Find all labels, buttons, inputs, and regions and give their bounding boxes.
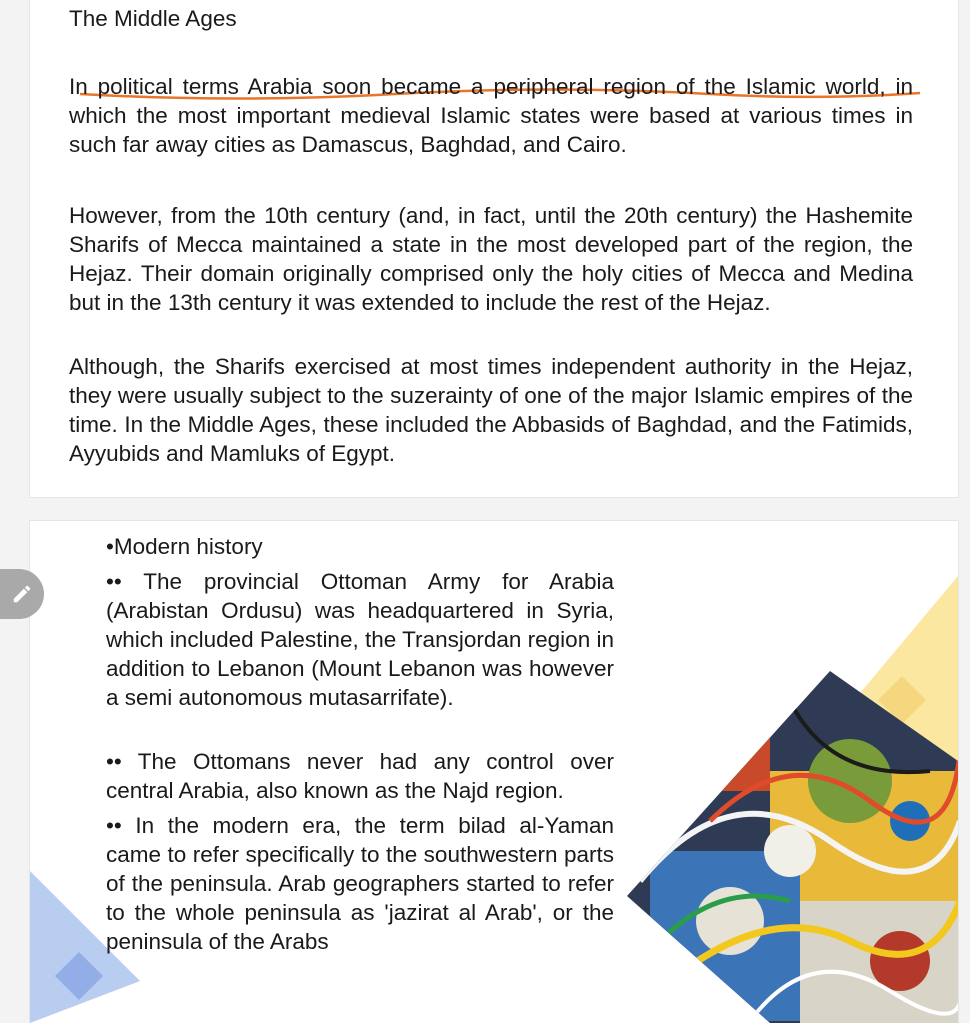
paragraph-1: In political terms Arabia soon became a peripheral region of the Islamic world, in which the most important medieval Islamic states were based at various times in such far away cities as Damascus, Baghdad, and Cairo. xyxy=(69,74,913,157)
slide-modern-history xyxy=(30,521,958,1023)
pencil-icon xyxy=(11,583,33,605)
section-heading: •Modern history xyxy=(106,534,263,559)
bullet-2: •• The Ottomans never had any control over central Arabia, also known as the Najd region. xyxy=(106,749,614,803)
slide-middle-ages xyxy=(30,0,958,497)
paragraph-3: Although, the Sharifs exercised at most times independent authority in the Hejaz, they were usually subject to the suzerainty of one of the major Islamic empires of the time. In the Middle Ages, these included the Abbasids of Baghdad, and the Fatimids, Ayyubids and Mamluks of Egypt. xyxy=(69,354,913,466)
bullet-3: •• In the modern era, the term bilad al-Yaman came to refer specifically to the southwestern parts of the peninsula. Arab geographers started to refer to the whole peninsula as 'jazirat al Arab', or the peninsula of the Arabs xyxy=(106,813,614,954)
slide-title: The Middle Ages xyxy=(69,6,237,31)
paragraph-2: However, from the 10th century (and, in fact, until the 20th century) the Hashemite Sharifs of Mecca maintained a state in the most developed part of the region, the Hejaz. Their domain originally comprised only the holy cities of Mecca and Medina but in the 13th century it was extended to include the rest of the Hejaz. xyxy=(69,203,913,315)
bullet-1: •• The provincial Ottoman Army for Arabia (Arabistan Ordusu) was headquartered in Syria, which included Palestine, the Transjordan region in addition to Lebanon (Mount Lebanon was however a semi autonomous mutasarrifate). xyxy=(106,569,614,710)
